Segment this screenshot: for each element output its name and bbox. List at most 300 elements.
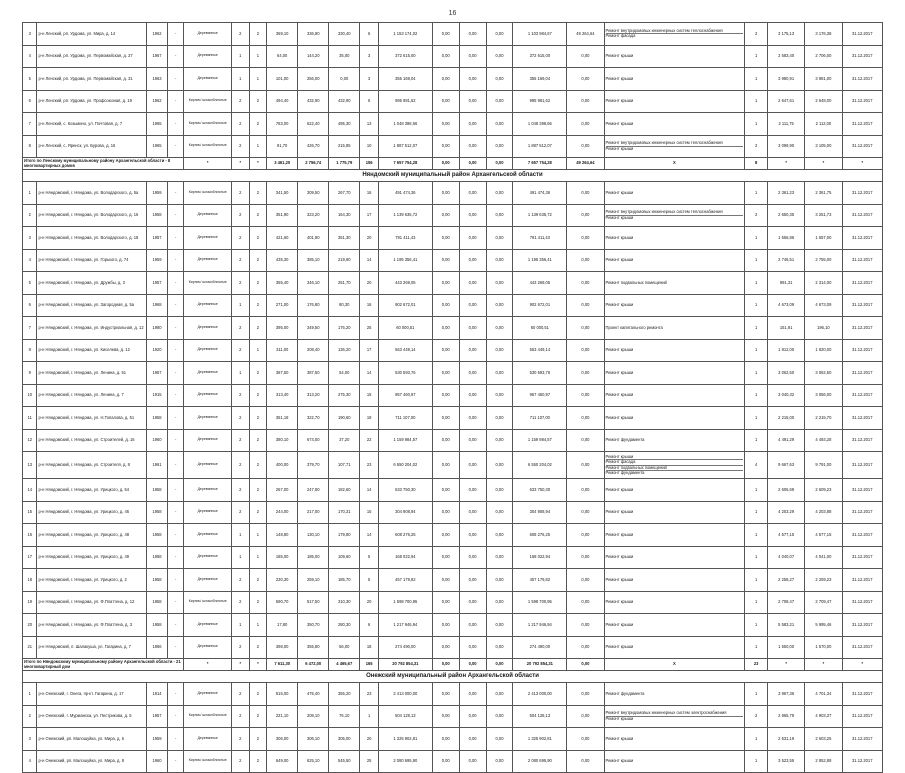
subtotal-cell: 156 xyxy=(360,158,379,170)
cell-year: 1914 xyxy=(147,683,168,706)
table-cell: - xyxy=(167,384,184,407)
cell-total: 608 276,25 xyxy=(378,524,432,547)
table-row xyxy=(23,591,883,614)
cell-uc: 1 556,86 xyxy=(768,227,805,250)
cell-oth: 0,00 xyxy=(567,227,604,250)
cell-own: 274 490,00 xyxy=(513,636,567,659)
table-row xyxy=(23,23,883,46)
cell-ul: 5 995,46 xyxy=(805,614,842,637)
cell-works xyxy=(604,705,745,728)
cell-s3: 330,40 xyxy=(329,23,360,46)
cell-f1: 0,00 xyxy=(432,135,459,158)
cell-total: 902 672,01 xyxy=(378,294,432,317)
cell-s2: 426,70 xyxy=(298,135,329,158)
cell-n: 12 xyxy=(23,429,37,452)
cell-en: 1 xyxy=(249,524,267,547)
cell-cnt: 1 xyxy=(745,384,768,407)
cell-s2: 256,00 xyxy=(298,68,329,91)
cell-own: 791 411,43 xyxy=(513,227,567,250)
cell-f2: 0,00 xyxy=(459,249,486,272)
subtotal-cell: 20 792 854,31 xyxy=(378,659,432,671)
subtotal-lensky xyxy=(23,158,883,182)
cell-f1: 0,00 xyxy=(432,384,459,407)
cell-n: 2 xyxy=(23,204,37,227)
cell-n: 1 xyxy=(23,683,37,706)
cell-oth: 0,00 xyxy=(567,339,604,362)
table-cell: - xyxy=(167,90,184,113)
cell-s1: 435,30 xyxy=(267,249,298,272)
cell-year: 1960 xyxy=(147,750,168,773)
cell-year: 1980 xyxy=(147,317,168,340)
cell-dl: 31.12.2017 xyxy=(842,90,882,113)
subtotal-cell: * xyxy=(768,659,805,671)
table-cell: - xyxy=(167,362,184,385)
cell-en: 2 xyxy=(249,90,267,113)
cell-ul: 3 062,50 xyxy=(805,362,842,385)
cell-fl: 2 xyxy=(232,182,250,205)
cell-total: 1 048 398,66 xyxy=(378,113,432,136)
cell-dl: 31.12.2017 xyxy=(842,294,882,317)
cell-res: 3 xyxy=(360,45,379,68)
table-body-nyandoma xyxy=(23,182,883,659)
cell-f3: 0,00 xyxy=(486,294,513,317)
cell-f3: 0,00 xyxy=(486,227,513,250)
cell-year: 1958 xyxy=(147,204,168,227)
cell-s1: 244,00 xyxy=(267,501,298,524)
cell-n: 14 xyxy=(23,479,37,502)
cell-ul: 2 259,23 xyxy=(805,569,842,592)
cell-mat: Кирпич/ шлакоблочные xyxy=(184,113,232,136)
cell-s3: 37,20 xyxy=(329,429,360,452)
subtotal-nyandoma xyxy=(23,659,883,683)
cell-works xyxy=(604,591,745,614)
cell-uc: 1 550,00 xyxy=(768,636,805,659)
cell-s1: 421,60 xyxy=(267,227,298,250)
cell-mat: Деревянные xyxy=(184,683,232,706)
cell-n: 17 xyxy=(23,546,37,569)
subtotal-cell: 6 472,00 xyxy=(298,659,329,671)
cell-s2: 247,80 xyxy=(298,479,329,502)
cell-s1: 101,00 xyxy=(267,68,298,91)
cell-oth: 0,00 xyxy=(567,204,604,227)
cell-s1: 271,00 xyxy=(267,294,298,317)
work-item: Ремонт крыши xyxy=(605,214,634,220)
cell-f2: 0,00 xyxy=(459,569,486,592)
cell-fl: 2 xyxy=(232,501,250,524)
cell-ul: 196,10 xyxy=(805,317,842,340)
cell-dl: 31.12.2017 xyxy=(842,429,882,452)
cell-dl: 31.12.2017 xyxy=(842,569,882,592)
cell-n: 6 xyxy=(23,90,37,113)
work-item: Ремонт подвальных помещений xyxy=(605,279,667,285)
cell-ul: 2 112,00 xyxy=(805,113,842,136)
cell-own: 1 598 700,95 xyxy=(513,591,567,614)
cell-f3: 0,00 xyxy=(486,204,513,227)
cell-en: 2 xyxy=(249,362,267,385)
cell-ul: 4 203,88 xyxy=(805,501,842,524)
work-item: Ремонт крыши xyxy=(605,486,634,492)
subtotal-cell: 0,00 xyxy=(486,158,513,170)
cell-f3: 0,00 xyxy=(486,384,513,407)
cell-f3: 0,00 xyxy=(486,683,513,706)
cell-f3: 0,00 xyxy=(486,45,513,68)
cell-en: 2 xyxy=(249,407,267,430)
cell-s2: 323,20 xyxy=(298,204,329,227)
table-row xyxy=(23,479,883,502)
cell-en: 2 xyxy=(249,479,267,502)
cell-res: 19 xyxy=(360,407,379,430)
cell-s2: 144,20 xyxy=(298,45,329,68)
cell-s1: 306,00 xyxy=(267,728,298,751)
cell-addr: р-н Няндомский, г. Няндома, ул. Индустриальная, д. 12 xyxy=(37,317,147,340)
cell-total: 791 411,43 xyxy=(378,227,432,250)
cell-f1: 0,00 xyxy=(432,546,459,569)
subtotal-cell: * xyxy=(805,659,842,671)
cell-own: 711 107,00 xyxy=(513,407,567,430)
cell-s3: 495,30 xyxy=(329,113,360,136)
district-header-nyandoma xyxy=(23,170,883,182)
district-title: Онежский муниципальный район Архангельской области xyxy=(23,671,883,683)
cell-ul: 9 791,00 xyxy=(805,452,842,479)
cell-fl: 2 xyxy=(232,429,250,452)
cell-s2: 309,50 xyxy=(298,182,329,205)
cell-s1: 351,18 xyxy=(267,407,298,430)
cell-f3: 0,00 xyxy=(486,524,513,547)
cell-uc: 3 967,36 xyxy=(768,683,805,706)
cell-f3: 0,00 xyxy=(486,728,513,751)
cell-f1: 0,00 xyxy=(432,362,459,385)
subtotal-cell: * xyxy=(842,659,882,671)
subtotal-label: Итого по Ленскому муниципальному району Архангельской области - 8 многоквартирных домов xyxy=(23,158,184,170)
cell-s3: 170,31 xyxy=(329,501,360,524)
cell-s2: 475,40 xyxy=(298,683,329,706)
cell-f3: 0,00 xyxy=(486,614,513,637)
cell-fl: 1 xyxy=(232,362,250,385)
cell-fl: 2 xyxy=(232,705,250,728)
cell-works xyxy=(604,249,745,272)
cell-dl: 31.12.2017 xyxy=(842,591,882,614)
cell-n: 3 xyxy=(23,728,37,751)
cell-addr: р-н Онежский, рп. Малошуйка, ул. Мира, д. 6 xyxy=(37,728,147,751)
cell-f2: 0,00 xyxy=(459,45,486,68)
cell-f3: 0,00 xyxy=(486,23,513,46)
cell-oth: 0,00 xyxy=(567,683,604,706)
cell-en: 2 xyxy=(249,683,267,706)
cell-ul: 3 981,00 xyxy=(805,68,842,91)
cell-res: 23 xyxy=(360,452,379,479)
cell-total: 1 325 902,81 xyxy=(378,728,432,751)
table-row xyxy=(23,728,883,751)
cell-s2: 625,10 xyxy=(298,750,329,773)
cell-f1: 0,00 xyxy=(432,636,459,659)
cell-total: 491 474,36 xyxy=(378,182,432,205)
cell-ul: 2 709,47 xyxy=(805,591,842,614)
cell-oth: 49 264,64 xyxy=(567,23,604,46)
cell-f1: 0,00 xyxy=(432,407,459,430)
cell-year: 1962 xyxy=(147,90,168,113)
cell-cnt: 1 xyxy=(745,614,768,637)
cell-res: 14 xyxy=(360,249,379,272)
cell-uc: 3 062,50 xyxy=(768,362,805,385)
cell-mat: Деревянные xyxy=(184,546,232,569)
cell-own: 355 169,04 xyxy=(513,68,567,91)
cell-dl: 31.12.2017 xyxy=(842,728,882,751)
cell-n: 8 xyxy=(23,339,37,362)
cell-uc: 3 099,90 xyxy=(768,135,805,158)
cell-f1: 0,00 xyxy=(432,272,459,295)
cell-s2: 674,00 xyxy=(298,429,329,452)
cell-dl: 31.12.2017 xyxy=(842,384,882,407)
cell-n: 10 xyxy=(23,384,37,407)
cell-n: 7 xyxy=(23,317,37,340)
table-cell: - xyxy=(167,294,184,317)
cell-own: 1 217 946,94 xyxy=(513,614,567,637)
cell-cnt: 1 xyxy=(745,90,768,113)
cell-addr: р-н Онежский, г. Онега, пр-кт. Гагарина, д. 17 xyxy=(37,683,147,706)
cell-own: 633 750,30 xyxy=(513,479,567,502)
cell-f3: 0,00 xyxy=(486,569,513,592)
cell-en: 2 xyxy=(249,204,267,227)
cell-works xyxy=(604,339,745,362)
cell-s2: 313,20 xyxy=(298,384,329,407)
cell-s2: 208,10 xyxy=(298,705,329,728)
cell-s3: 176,20 xyxy=(329,317,360,340)
cell-addr: р-н Няндомский, г. Няндома, ул. Киселева, д. 12 xyxy=(37,339,147,362)
cell-own: 491 474,36 xyxy=(513,182,567,205)
cell-fl: 1 xyxy=(232,614,250,637)
cell-mat: Деревянные xyxy=(184,452,232,479)
cell-addr: р-н Няндомский, г. Няндома, ул. Ленина, д. 51 xyxy=(37,362,147,385)
cell-en: 2 xyxy=(249,728,267,751)
cell-fl: 2 xyxy=(232,750,250,773)
cell-works xyxy=(604,728,745,751)
cell-cnt: 1 xyxy=(745,249,768,272)
cell-f1: 0,00 xyxy=(432,501,459,524)
cell-own: 608 276,25 xyxy=(513,524,567,547)
cell-uc: 3 040,32 xyxy=(768,384,805,407)
cell-cnt: 1 xyxy=(745,524,768,547)
cell-oth: 0,00 xyxy=(567,407,604,430)
cell-f2: 0,00 xyxy=(459,362,486,385)
cell-total: 443 269,05 xyxy=(378,272,432,295)
cell-mat: Деревянные xyxy=(184,317,232,340)
cell-n: 5 xyxy=(23,272,37,295)
cell-addr: р-н Няндомский, г. Няндома, ул. Загородная, д. 5а xyxy=(37,294,147,317)
cell-res: 18 xyxy=(360,636,379,659)
cell-en: 2 xyxy=(249,182,267,205)
table-row xyxy=(23,636,883,659)
cell-addr: р-н Няндомский, г. Няндома, ул. Ф.Платтена, д. 12 xyxy=(37,591,147,614)
cell-addr: р-н Няндомский, г. Няндома, ул. Строителей, д. 16 xyxy=(37,429,147,452)
cell-s1: 515,00 xyxy=(267,683,298,706)
cell-own: 1 195 356,41 xyxy=(513,249,567,272)
cell-dl: 31.12.2017 xyxy=(842,683,882,706)
cell-oth: 0,00 xyxy=(567,452,604,479)
cell-f3: 0,00 xyxy=(486,546,513,569)
cell-s2: 208,40 xyxy=(298,339,329,362)
cell-n: 5 xyxy=(23,68,37,91)
cell-uc: 3 980,91 xyxy=(768,68,805,91)
district-title: Няндомский муниципальный район Архангельской области xyxy=(23,170,883,182)
cell-works xyxy=(604,45,745,68)
table-row xyxy=(23,569,883,592)
table-row xyxy=(23,204,883,227)
cell-f2: 0,00 xyxy=(459,479,486,502)
cell-f1: 0,00 xyxy=(432,429,459,452)
cell-f1: 0,00 xyxy=(432,614,459,637)
cell-f1: 0,00 xyxy=(432,294,459,317)
cell-s3: 251,70 xyxy=(329,272,360,295)
cell-f3: 0,00 xyxy=(486,249,513,272)
cell-year: 1915 xyxy=(147,384,168,407)
cell-n: 18 xyxy=(23,569,37,592)
subtotal-cell: * xyxy=(232,659,250,671)
cell-oth: 0,00 xyxy=(567,384,604,407)
cell-en: 1 xyxy=(249,614,267,637)
cell-oth: 0,00 xyxy=(567,68,604,91)
cell-en: 2 xyxy=(249,591,267,614)
cell-year: 1957 xyxy=(147,362,168,385)
table-cell: - xyxy=(167,317,184,340)
cell-works xyxy=(604,135,745,158)
cell-s2: 355,80 xyxy=(298,636,329,659)
cell-n: 3 xyxy=(23,23,37,46)
cell-uc: 2 647,61 xyxy=(768,90,805,113)
table-row xyxy=(23,249,883,272)
cell-f3: 0,00 xyxy=(486,339,513,362)
table-row xyxy=(23,524,883,547)
cell-total: 1 159 984,57 xyxy=(378,429,432,452)
cell-dl: 31.12.2017 xyxy=(842,135,882,158)
cell-en: 2 xyxy=(249,750,267,773)
cell-own: 530 593,76 xyxy=(513,362,567,385)
cell-s3: 275,30 xyxy=(329,384,360,407)
cell-s3: 305,00 xyxy=(329,728,360,751)
cell-year: 1958 xyxy=(147,569,168,592)
table-row xyxy=(23,683,883,706)
cell-s3: 267,70 xyxy=(329,182,360,205)
work-item: Ремонт крыши xyxy=(605,98,634,104)
cell-oth: 0,00 xyxy=(567,113,604,136)
cell-n: 21 xyxy=(23,636,37,659)
cell-ul: 2 755,00 xyxy=(805,249,842,272)
cell-cnt: 1 xyxy=(745,546,768,569)
work-item: Ремонт крыши xyxy=(605,715,634,721)
cell-uc: 2 746,51 xyxy=(768,249,805,272)
subtotal-cell: 0,00 xyxy=(432,158,459,170)
cell-mat: Деревянные xyxy=(184,23,232,46)
cell-mat: Деревянные xyxy=(184,569,232,592)
subtotal-cell: 2 756,74 xyxy=(298,158,329,170)
cell-fl: 2 xyxy=(232,23,250,46)
cell-s1: 64,00 xyxy=(267,45,298,68)
cell-addr: р-н Няндомский, г. Няндома, ул. Володарского, д. 18 xyxy=(37,227,147,250)
cell-dl: 31.12.2017 xyxy=(842,317,882,340)
cell-s1: 341,50 xyxy=(267,182,298,205)
cell-cnt: 2 xyxy=(745,135,768,158)
cell-f1: 0,00 xyxy=(432,249,459,272)
work-item: Ремонт крыши xyxy=(605,576,634,582)
cell-own: 504 128,13 xyxy=(513,705,567,728)
cell-year: 1958 xyxy=(147,407,168,430)
cell-n: 7 xyxy=(23,113,37,136)
cell-f2: 0,00 xyxy=(459,339,486,362)
cell-addr: р-н Няндомский, г. Няндома, ул. Н.Топалова, д. 51 xyxy=(37,407,147,430)
table-cell: - xyxy=(167,614,184,637)
cell-own: 1 325 902,81 xyxy=(513,728,567,751)
subtotal-cell: 8 xyxy=(745,158,768,170)
cell-addr: р-н Няндомский, г. Няндома, ул. Володарского, д. 16 xyxy=(37,204,147,227)
cell-total: 355 169,04 xyxy=(378,68,432,91)
cell-total: 504 128,13 xyxy=(378,705,432,728)
cell-s1: 494,40 xyxy=(267,90,298,113)
cell-fl: 2 xyxy=(232,636,250,659)
cell-s1: 230,30 xyxy=(267,569,298,592)
subtotal-cell: 4 465,67 xyxy=(329,659,360,671)
cell-cnt: 2 xyxy=(745,204,768,227)
cell-res: 20 xyxy=(360,272,379,295)
cell-en: 1 xyxy=(249,546,267,569)
table-cell: - xyxy=(167,272,184,295)
table-cell: - xyxy=(167,339,184,362)
cell-uc: 2 215,00 xyxy=(768,407,805,430)
cell-n: 20 xyxy=(23,614,37,637)
cell-f2: 0,00 xyxy=(459,546,486,569)
cell-oth: 0,00 xyxy=(567,614,604,637)
cell-res: 25 xyxy=(360,750,379,773)
cell-ul: 4 903,37 xyxy=(805,705,842,728)
cell-s3: 80,30 xyxy=(329,294,360,317)
cell-oth: 0,00 xyxy=(567,272,604,295)
cell-n: 19 xyxy=(23,591,37,614)
cell-year: 1957 xyxy=(147,272,168,295)
cell-total: 6 550 204,02 xyxy=(378,452,432,479)
cell-addr: р-н Ленский, с. Козьмино, ул. Почтовая, д. 7 xyxy=(37,113,147,136)
table-cell: - xyxy=(167,429,184,452)
cell-works xyxy=(604,182,745,205)
cell-s3: 219,90 xyxy=(329,249,360,272)
cell-f2: 0,00 xyxy=(459,90,486,113)
cell-uc: 3 175,13 xyxy=(768,23,805,46)
cell-cnt: 1 xyxy=(745,339,768,362)
table-row xyxy=(23,384,883,407)
cell-f2: 0,00 xyxy=(459,591,486,614)
cell-s2: 306,10 xyxy=(298,728,329,751)
cell-s3: 56,00 xyxy=(329,636,360,659)
work-item: Ремонт фундамента xyxy=(605,469,645,475)
cell-year: 1920 xyxy=(147,339,168,362)
cell-f1: 0,00 xyxy=(432,317,459,340)
table-cell: - xyxy=(167,452,184,479)
cell-en: 2 xyxy=(249,452,267,479)
cell-s1: 355,40 xyxy=(267,272,298,295)
subtotal-cell: 49 264,64 xyxy=(567,158,604,170)
cell-s1: 387,50 xyxy=(267,362,298,385)
cell-res: 14 xyxy=(360,479,379,502)
cell-s3: 109,60 xyxy=(329,546,360,569)
cell-s3: 280,30 xyxy=(329,614,360,637)
cell-addr: р-н Няндомский, г. Няндома, ул. Урицкого, д. 54 xyxy=(37,479,147,502)
cell-s1: 351,90 xyxy=(267,204,298,227)
cell-uc: 991,31 xyxy=(768,272,805,295)
cell-oth: 0,00 xyxy=(567,705,604,728)
cell-own: 563 449,14 xyxy=(513,339,567,362)
cell-works xyxy=(604,384,745,407)
cell-f2: 0,00 xyxy=(459,452,486,479)
cell-f2: 0,00 xyxy=(459,204,486,227)
cell-s3: 215,85 xyxy=(329,135,360,158)
table-cell: - xyxy=(167,407,184,430)
